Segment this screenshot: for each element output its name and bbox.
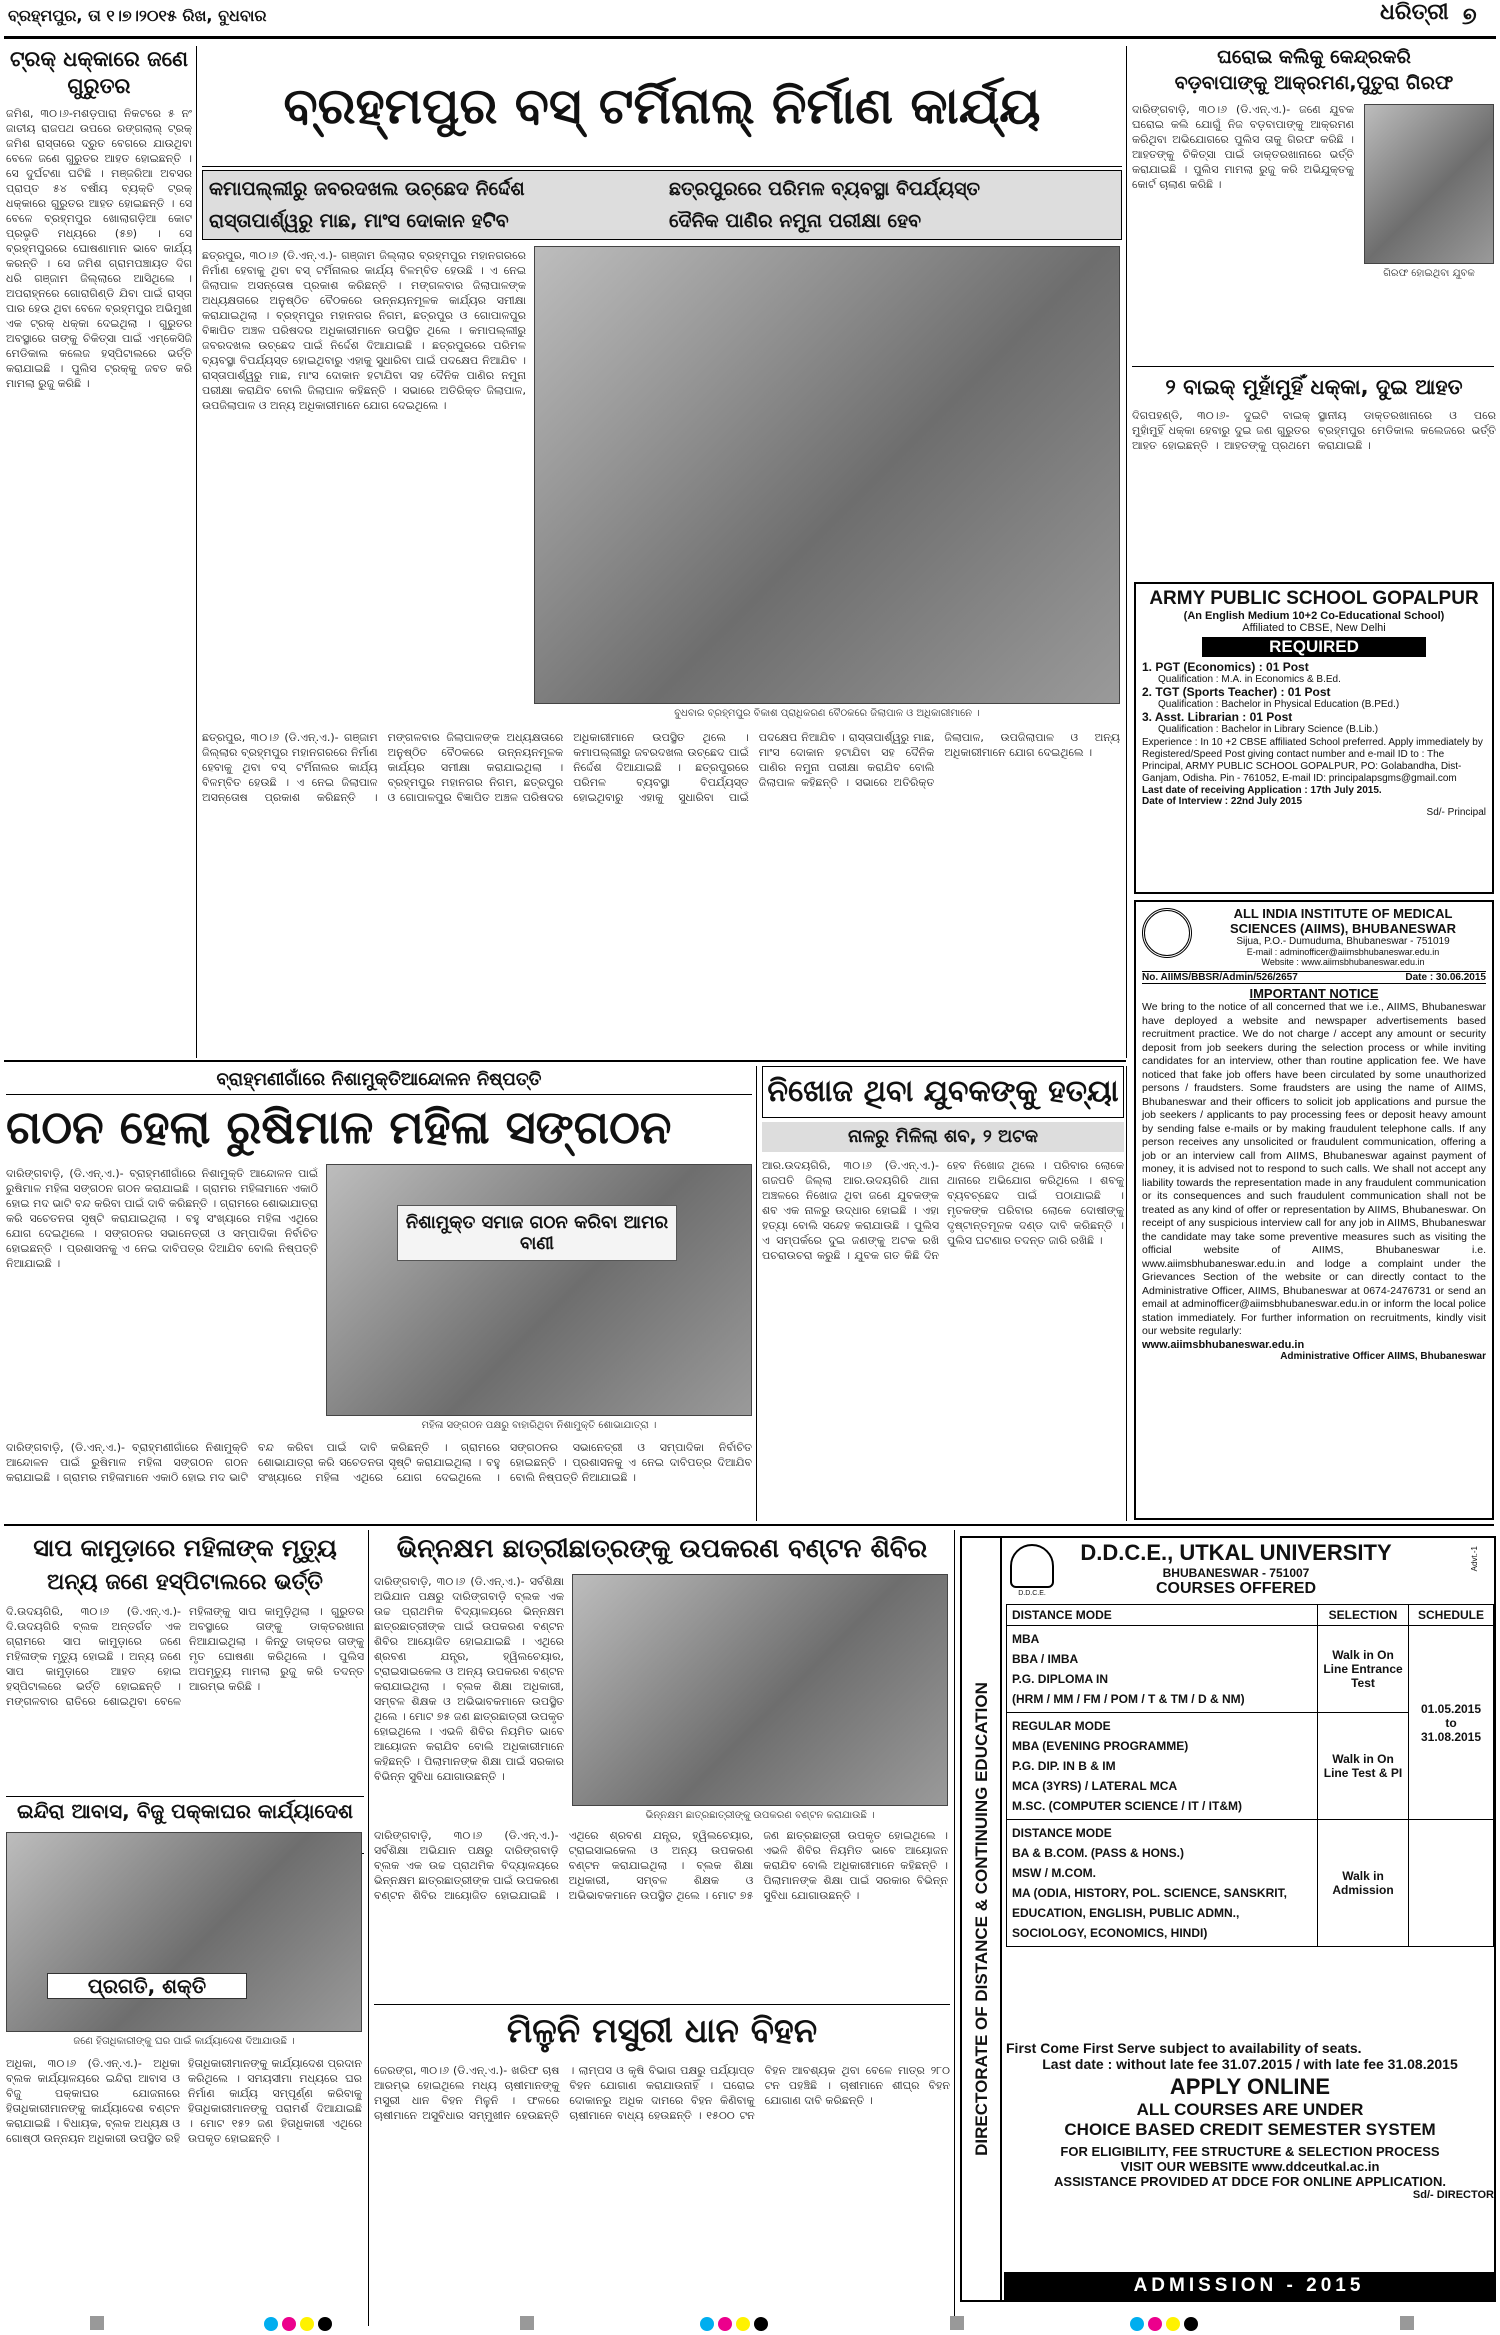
murder-body: ଆର.ଉଦୟଗିରି, ୩୦।୬ (ଡି.ଏନ୍.ଏ.)- ଗଜପତି ଜିଲ୍ଲା ଆର.ଉଦୟଗିରି ଥାନା ଅଞ୍ଚଳରେ ନିଖୋଜ ଥିବା ଜଣେ ଯୁବକଙ୍କ ଶବ ଏକ ନାଳରୁ ଉଦ୍ଧାର ହୋଇଛି । ଏହା ହତ୍ୟା ବୋଲି ସନ୍ଦେହ କରାଯାଉଛି । ପୁଲିସ ଏ ସମ୍ପର୍କରେ ଦୁଇ ଜଣଙ୍କୁ ଅଟକ ରଖି ପଚରାଉଚରା କରୁଛି । ଯୁବକ ଗତ କିଛି ଦିନ ହେବ ନିଖୋଜ ଥିଲେ । ପରିବାର ଲୋକେ ଥାନାରେ ଅଭିଯୋଗ କରିଥିଲେ । ଶବକୁ ବ୍ୟବଚ୍ଛେଦ ପାଇଁ ପଠାଯାଇଛି । ମୃତକଙ୍କ ପରିବାର ଲୋକେ ଦୋଷୀଙ୍କୁ ଦୃଷ୍ଟାନ୍ତମୂଳକ ଦଣ୍ଡ ଦାବି କରିଛନ୍ତି । ପୁଲିସ ଘଟଣାର ତଦନ୍ତ ଜାରି ରଖିଛି । — [762, 1159, 1124, 1262]
lead-body-lower: ଛତ୍ରପୁର, ୩୦।୬ (ଡି.ଏନ୍.ଏ.)- ଗଞ୍ଜାମ ଜିଲ୍ଲାର ବ୍ରହ୍ମପୁର ମହାନଗରରେ ନିର୍ମାଣ ହେବାକୁ ଥିବା ବସ୍ ଟର୍ମିନାଲର କାର୍ଯ୍ୟ ବିଳମ୍ବିତ ହେଉଛି । ଏ ନେଇ ଜିଲାପାଳ ଅସନ୍ତୋଷ ପ୍ରକାଶ କରିଛନ୍ତି । ମଙ୍ଗଳବାର ଜିଲାପାଳଙ୍କ ଅଧ୍ୟକ୍ଷତାରେ ଅନୁଷ୍ଠିତ ବୈଠକରେ ଉନ୍ନୟନମୂଳକ କାର୍ଯ୍ୟର ସମୀକ୍ଷା କରାଯାଇଥିଲା । ବ୍ରହ୍ମପୁର ମହାନଗର ନିଗମ, ଛତ୍ରପୁର ଓ ଗୋପାଳପୁର ବିଜ୍ଞାପିତ ଅଞ୍ଚଳ ପରିଷଦର ଅଧିକାରୀମାନେ ଉପସ୍ଥିତ ଥିଲେ । କମାପଲ୍ଲୀରୁ ଜବରଦଖଲ ଉଚ୍ଛେଦ ପାଇଁ ନିର୍ଦ୍ଦେଶ ଦିଆଯାଇଛି । ଛତ୍ରପୁରରେ ପରିମଳ ବ୍ୟବସ୍ଥା ବିପର୍ଯ୍ୟସ୍ତ ହୋଇଥିବାରୁ ଏହାକୁ ସୁଧାରିବା ପାଇଁ ପଦକ୍ଷେପ ନିଆଯିବ । ରାସ୍ତାପାର୍ଶ୍ୱରୁ ମାଛ, ମାଂସ ଦୋକାନ ହଟାଯିବା ସହ ଦୈନିକ ପାଣିର ନମୁନା ପରୀକ୍ଷା କରାଯିବ ବୋଲି ଜିଲାପାଳ କହିଛନ୍ତି । ସଭାରେ ଅତିରିକ୍ତ ଜିଲାପାଳ, ଉପଜିଲାପାଳ ଓ ଅନ୍ୟ ଅଧିକାରୀମାନେ ଯୋଗ ଦେଇଥିଲେ । — [202, 731, 1120, 804]
lead-headline: ବ୍ରହ୍ମପୁର ବସ୍ ଟର୍ମିନାଲ୍ ନିର୍ମାଣ କାର୍ଯ୍ୟ — [202, 46, 1122, 167]
ddce-table-wrap — [1006, 1604, 1494, 1947]
color-dots — [264, 2316, 336, 2335]
ddce-course-table — [1006, 1604, 1494, 1947]
disabled-photo — [572, 1574, 948, 1806]
left-story-headline: ଟ୍ରକ୍ ଧକ୍କାରେ ଜଣେ ଗୁରୁତର — [9, 47, 188, 98]
column-rule — [368, 1530, 369, 2326]
ddce-logo-text: D.D.C.E. — [1018, 1590, 1046, 1597]
housing-photo-caption: ଜଣେ ହିତାଧିକାରୀଙ୍କୁ ଘର ପାଇଁ କାର୍ଯ୍ୟାଦେଶ ଦିଆଯାଉଛି । — [73, 2036, 295, 2047]
ddce-course: MBA (EVENING PROGRAMME) — [1012, 1739, 1189, 1753]
ddce-course: MCA (3YRS) / LATERAL MCA — [1012, 1779, 1178, 1793]
masthead-rule — [4, 36, 1496, 39]
snake-story — [6, 1530, 364, 1790]
section-rule — [4, 1060, 1126, 1062]
lead-photo — [534, 246, 1120, 704]
murder-subhead: ନାଳରୁ ମିଳିଲା ଶବ, ୨ ଅଟକ — [762, 1122, 1124, 1152]
women-banner: ନିଶାମୁକ୍ତ ସମାଜ ଗଠନ କରିବା ଆମର ବାଣୀ — [397, 1205, 677, 1261]
housing-body: ଅଧିକା, ୩୦।୬ (ଡି.ଏନ୍.ଏ.)- ଅଧିକା ବ୍ଲକ କାର୍ଯ୍ୟାଳୟରେ ଇନ୍ଦିରା ଆବାସ ଓ ବିଜୁ ପକ୍କାଘର ଯୋଜନାରେ ହିତାଧିକାରୀମାନଙ୍କୁ କାର୍ଯ୍ୟାଦେଶ ବଣ୍ଟନ କରାଯାଇଛି । ବିଧାୟକ, ବ୍ଲକ ଅଧ୍ୟକ୍ଷ ଓ ଗୋଷ୍ଠୀ ଉନ୍ନୟନ ଅଧିକାରୀ ଉପସ୍ଥିତ ରହି ହିତାଧିକାରୀମାନଙ୍କୁ କାର୍ଯ୍ୟାଦେଶ ପ୍ରଦାନ କରିଥିଲେ । ସମୟସୀମା ମଧ୍ୟରେ ଘର ନିର୍ମାଣ କାର୍ଯ୍ୟ ସମ୍ପୂର୍ଣ୍ଣ କରିବାକୁ ହିତାଧିକାରୀମାନଙ୍କୁ ପରାମର୍ଶ ଦିଆଯାଇଛି । ମୋଟ ୧୫୨ ଜଣ ହିତାଧିକାରୀ ଏଥିରେ ଉପକୃତ ହୋଇଛନ୍ତି । — [6, 2057, 362, 2145]
color-dots — [1130, 2316, 1202, 2335]
reg-dot-black — [1184, 2317, 1198, 2331]
women-body-continued: ଦାରିଙ୍ଗବାଡ଼ି, (ଡି.ଏନ୍.ଏ.)- ବ୍ରାହ୍ମଣୀଗାଁରେ ନିଶାମୁକ୍ତି ଆନ୍ଦୋଳନ ପାଇଁ ରୁଷିମାଳ ମହିଳା ସଙ୍ଗଠନ ଗଠନ କରାଯାଇଛି । ଗ୍ରାମର ମହିଳାମାନେ ଏକାଠି ହୋଇ ମଦ ଭାଟି ବନ୍ଦ କରିବା ପାଇଁ ଦାବି କରିଛନ୍ତି । ଗ୍ରାମରେ ଶୋଭାଯାତ୍ରା କରି ସଚେତନତା ସୃଷ୍ଟି କରାଯାଇଥିଲା । ବହୁ ସଂଖ୍ୟାରେ ମହିଳା ଏଥିରେ ଯୋଗ ଦେଇଥିଲେ । ସଙ୍ଗଠନର ସଭାନେତ୍ରୀ ଓ ସମ୍ପାଦିକା ନିର୍ବାଚିତ ହୋଇଛନ୍ତି । ପ୍ରଶାସନକୁ ଏ ନେଇ ଦାବିପତ୍ର ଦିଆଯିବ ବୋଲି ନିଷ୍ପତ୍ତି ନିଆଯାଇଛି । — [6, 1441, 752, 1484]
ddce-admission-banner: ADMISSION - 2015 — [1004, 2272, 1494, 2300]
paper-name: ଧରିତ୍ରୀ — [1380, 0, 1449, 25]
army-ad-sign: Sd/- Principal — [1426, 807, 1486, 818]
ddce-schedule: 01.05.2015 to 31.08.2015 — [1409, 1626, 1494, 1820]
column-rule — [1126, 46, 1127, 1058]
ddce-course: BBA / IMBA — [1012, 1652, 1079, 1666]
housing-photo — [6, 1832, 362, 2032]
disabled-story — [374, 1530, 950, 2000]
disabled-headline: ଭିନ୍ନକ୍ଷମ ଛାତ୍ରୀଛାତ୍ରଙ୍କୁ ଉପକରଣ ବଣ୍ଟନ ଶିବିର — [396, 1534, 928, 1564]
snake-headline-2: ଅନ୍ୟ ଜଣେ ହସ୍ପିଟାଲରେ ଭର୍ତ୍ତି — [47, 1570, 323, 1595]
reg-dot-magenta — [718, 2317, 732, 2331]
ddce-first-come: First Come First Serve subject to availability of seats. — [1006, 2040, 1362, 2056]
dateline: ବ୍ରହ୍ମପୁର, ତା ୧।୭।୨୦୧୫ ରିଖ, ବୁଧବାର — [8, 6, 267, 25]
aiims-ref-no: No. AIIMS/BBSR/Admin/526/2657 — [1142, 972, 1298, 983]
ddce-last-date: Last date : without late fee 31.07.2015 / with late fee 31.08.2015 — [1042, 2056, 1458, 2072]
lead-bullet-3: ରାସ୍ତାପାର୍ଶ୍ୱରୁ ମାଛ, ମାଂସ ଦୋକାନ ହଟିବ — [209, 210, 509, 232]
army-ad-subtitle: (An English Medium 10+2 Co-Educational School) — [1183, 610, 1445, 622]
snake-headline-1: ସାପ କାମୁଡ଼ାରେ ମହିଳାଙ୍କ ମୃତ୍ୟୁ — [33, 1534, 337, 1562]
column-rule — [756, 1066, 757, 1521]
ddce-mode1-selection: Walk in On Line Entrance Test — [1318, 1626, 1409, 1713]
army-ad-post: 2. TGT (Sports Teacher) : 01 Post — [1142, 685, 1331, 699]
army-ad-post: 3. Asst. Librarian : 01 Post — [1142, 710, 1293, 724]
ddce-mode3-courses — [1007, 1820, 1318, 1947]
army-ad-qualification: Qualification : Bachelor in Library Science (B.Lib.) — [1158, 724, 1379, 735]
army-ad-title: ARMY PUBLIC SCHOOL GOPALPUR — [1149, 588, 1479, 609]
lead-bullet-4: ଦୈନିକ ପାଣିର ନମୁନା ପରୀକ୍ଷା ହେବ — [669, 210, 922, 232]
aiims-notice-website: www.aiimsbhubaneswar.edu.in — [1142, 1338, 1305, 1351]
reg-dot-cyan — [700, 2317, 714, 2331]
women-photo-caption: ମହିଳା ସଙ୍ଗଠନ ପକ୍ଷରୁ ବାହାରିଥିବା ନିଶାମୁକ୍ତି ଶୋଭାଯାତ୍ରା । — [421, 1420, 657, 1431]
ddce-city: BHUBANESWAR - 751007 — [1162, 1566, 1310, 1580]
army-ad-qualification: Qualification : M.A. in Economics & B.Ed. — [1158, 674, 1341, 685]
kidnap-photo — [1364, 104, 1494, 264]
gray-bar — [520, 2316, 534, 2330]
section-rule — [1132, 366, 1494, 367]
reg-dot-black — [318, 2317, 332, 2331]
paddy-headline: ମିଳୁନି ମସୁରୀ ଧାନ ବିହନ — [374, 2004, 950, 2057]
army-ad-qualification: Qualification : Bachelor in Physical Education (B.PEd.) — [1158, 699, 1400, 710]
ddce-col-mode: DISTANCE MODE — [1007, 1605, 1318, 1626]
army-ad-interview: Date of Interview : 22nd July 2015 — [1142, 796, 1303, 807]
ddce-course: MBA — [1012, 1632, 1040, 1646]
ddce-cbcs-1: ALL COURSES ARE UNDER — [1136, 2100, 1364, 2119]
housing-photo-sign: ପ୍ରଗତି, ଶକ୍ତି — [47, 1973, 247, 1999]
ddce-apply: APPLY ONLINE — [1169, 2074, 1331, 2099]
women-kicker: ବ୍ରାହ୍ମଣୀଗାଁରେ ନିଶାମୁକ୍ତିଆନ୍ଦୋଳନ ନିଷ୍ପତ୍ତି — [6, 1066, 752, 1095]
lead-story — [202, 46, 1122, 1056]
lead-body-upper: ଛତ୍ରପୁର, ୩୦।୬ (ଡି.ଏନ୍.ଏ.)- ଗଞ୍ଜାମ ଜିଲ୍ଲାର ବ୍ରହ୍ମପୁର ମହାନଗରରେ ନିର୍ମାଣ ହେବାକୁ ଥିବା ବସ୍ ଟର୍ମିନାଲର କାର୍ଯ୍ୟ ବିଳମ୍ବିତ ହେଉଛି । ଏ ନେଇ ଜିଲାପାଳ ଅସନ୍ତୋଷ ପ୍ରକାଶ କରିଛନ୍ତି । ମଙ୍ଗଳବାର ଜିଲାପାଳଙ୍କ ଅଧ୍ୟକ୍ଷତାରେ ଅନୁଷ୍ଠିତ ବୈଠକରେ ଉନ୍ନୟନମୂଳକ କାର୍ଯ୍ୟର ସମୀକ୍ଷା କରାଯାଇଥିଲା । ବ୍ରହ୍ମପୁର ମହାନଗର ନିଗମ, ଛତ୍ରପୁର ଓ ଗୋପାଳପୁର ବିଜ୍ଞାପିତ ଅଞ୍ଚଳ ପରିଷଦର ଅଧିକାରୀମାନେ ଉପସ୍ଥିତ ଥିଲେ । କମାପଲ୍ଲୀରୁ ଜବରଦଖଲ ଉଚ୍ଛେଦ ପାଇଁ ନିର୍ଦ୍ଦେଶ ଦିଆଯାଇଛି । ଛତ୍ରପୁରରେ ପରିମଳ ବ୍ୟବସ୍ଥା ବିପର୍ଯ୍ୟସ୍ତ ହୋଇଥିବାରୁ ଏହାକୁ ସୁଧାରିବା ପାଇଁ ପଦକ୍ଷେପ ନିଆଯିବ । ରାସ୍ତାପାର୍ଶ୍ୱରୁ ମାଛ, ମାଂସ ଦୋକାନ ହଟାଯିବା ସହ ଦୈନିକ ପାଣିର ନମୁନା ପରୀକ୍ଷା କରାଯିବ ବୋଲି ଜିଲାପାଳ କହିଛନ୍ତି । ସଭାରେ ଅତିରିକ୍ତ ଜିଲାପାଳ, ଉପଜିଲାପାଳ ଓ ଅନ୍ୟ ଅଧିକାରୀମାନେ ଯୋଗ ଦେଇଥିଲେ । — [202, 249, 526, 412]
army-ad-post: 1. PGT (Economics) : 01 Post — [1142, 660, 1309, 674]
aiims-email: E-mail : adminofficer@aiimsbhubaneswar.edu.in — [1246, 947, 1440, 957]
ddce-course: (HRM / MM / FM / POM / T & TM / D & NM) — [1012, 1692, 1245, 1706]
disabled-body-lower: ଦାରିଙ୍ଗବାଡ଼ି, ୩୦।୬ (ଡି.ଏନ୍.ଏ.)- ସର୍ବଶିକ୍ଷା ଅଭିଯାନ ପକ୍ଷରୁ ଦାରିଙ୍ଗବାଡ଼ି ବ୍ଲକ ଏକ ଉଚ୍ଚ ପ୍ରାଥମିକ ବିଦ୍ୟାଳୟରେ ଭିନ୍ନକ୍ଷମ ଛାତ୍ରଛାତ୍ରୀଙ୍କ ପାଇଁ ଉପକରଣ ବଣ୍ଟନ ଶିବିର ଆୟୋଜିତ ହୋଇଯାଇଛି । ଏଥିରେ ଶ୍ରବଣ ଯନ୍ତ୍ର, ହ୍ୱିଲଚେୟାର, ଟ୍ରାଇସାଇକେଲ ଓ ଅନ୍ୟ ଉପକରଣ ବଣ୍ଟନ କରାଯାଇଥିଲା । ବ୍ଲକ ଶିକ୍ଷା ଅଧିକାରୀ, ସମ୍ବଳ ଶିକ୍ଷକ ଓ ଅଭିଭାବକମାନେ ଉପସ୍ଥିତ ଥିଲେ । ମୋଟ ୭୫ ଜଣ ଛାତ୍ରଛାତ୍ରୀ ଉପକୃତ ହୋଇଥିଲେ । ଏଭଳି ଶିବିର ନିୟମିତ ଭାବେ ଆୟୋଜନ କରାଯିବ ବୋଲି ଅଧିକାରୀମାନେ କହିଛନ୍ତି । ପିଲାମାନଙ୍କ ଶିକ୍ଷା ପାଇଁ ସରକାର ବିଭିନ୍ନ ସୁବିଧା ଯୋଗାଉଛନ୍ତି । — [374, 1829, 948, 1902]
masthead — [0, 0, 1500, 34]
ddce-courses-offered: COURSES OFFERED — [1155, 1580, 1316, 1597]
reg-dot-cyan — [1130, 2317, 1144, 2331]
kidnap-headline-1: ଘରୋଇ କଲିକୁ କେନ୍ଦ୍ରକରି — [1217, 46, 1411, 68]
ddce-empty-cell — [1409, 1820, 1494, 1947]
reg-dot-yellow — [736, 2317, 750, 2331]
ddce-cbcs-2: CHOICE BASED CREDIT SEMESTER SYSTEM — [1064, 2120, 1436, 2139]
bike-body: ଦିଗପହଣ୍ଡି, ୩୦।୬- ଦୁଇଟି ବାଇକ୍ ମୁହାଁମୁହିଁ ଧକ୍କା ହେବାରୁ ଦୁଇ ଜଣ ଗୁରୁତର ଆହତ ହୋଇଛନ୍ତି । ଆହତଙ୍କୁ ପ୍ରଥମେ ସ୍ଥାନୀୟ ଡାକ୍ତରଖାନାରେ ଓ ପରେ ବ୍ରହ୍ମପୁର ମେଡିକାଲ କଲେଜରେ ଭର୍ତ୍ତି କରାଯାଇଛି । — [1132, 409, 1496, 452]
registration-marks — [0, 2312, 1500, 2334]
paddy-body: ଜେରଙ୍ଗ, ୩୦।୬ (ଡି.ଏନ୍.ଏ.)- ଖରିଫ ଚାଷ ଆରମ୍ଭ ହୋଇଥିଲେ ମଧ୍ୟ ଚାଷୀମାନଙ୍କୁ ମସୁରୀ ଧାନ ବିହନ ମିଳୁନି । ଫଳରେ ଚାଷୀମାନେ ଅସୁବିଧାର ସମ୍ମୁଖୀନ ହେଉଛନ୍ତି । ଲାମ୍ପସ ଓ କୃଷି ବିଭାଗ ପକ୍ଷରୁ ପର୍ଯ୍ୟାପ୍ତ ବିହନ ଯୋଗାଣ କରାଯାଉନାହିଁ । ଘରୋଇ ଦୋକାନରୁ ଅଧିକ ଦାମରେ ବିହନ କିଣିବାକୁ ଚାଷୀମାନେ ବାଧ୍ୟ ହେଉଛନ୍ତି । ୧୫୦୦ ଟନ ବିହନ ଆବଶ୍ୟକ ଥିବା ବେଳେ ମାତ୍ର ୨୮୦ ଟନ ପହଞ୍ଚିଛି । ଚାଷୀମାନେ ଶୀଘ୍ର ବିହନ ଯୋଗାଣ ଦାବି କରିଛନ୍ତି । — [374, 2064, 950, 2122]
ddce-course: P.G. DIPLOMA IN — [1012, 1672, 1109, 1686]
bike-story — [1132, 372, 1496, 577]
ddce-mode2-courses — [1007, 1713, 1318, 1820]
ddce-mode2-title: REGULAR MODE — [1012, 1719, 1111, 1733]
ddce-col-schedule: SCHEDULE — [1409, 1605, 1494, 1626]
murder-story — [762, 1066, 1124, 1521]
aiims-sign: Administrative Officer AIIMS, Bhubaneswar — [1280, 1350, 1486, 1362]
disabled-photo-caption: ଭିନ୍ନକ୍ଷମ ଛାତ୍ରଛାତ୍ରୀଙ୍କୁ ଉପକରଣ ବଣ୍ଟନ କରାଯାଉଛି । — [645, 1810, 875, 1821]
lead-bullet-2: ଛତ୍ରପୁରରେ ପରିମଳ ବ୍ୟବସ୍ଥା ବିପର୍ଯ୍ୟସ୍ତ — [669, 178, 981, 200]
kidnap-photo-caption: ଗିରଫ ହୋଇଥିବା ଯୁବକ — [1383, 268, 1475, 279]
ddce-mode1-courses — [1007, 1626, 1318, 1713]
section-rule — [4, 1524, 1494, 1526]
ddce-course: MSW / M.COM. — [1012, 1866, 1096, 1880]
murder-headline: ନିଖୋଜ ଥିବା ଯୁବକଙ୍କୁ ହତ୍ୟା — [762, 1066, 1124, 1118]
women-headline: ଗଠନ ହେଲା ରୁଷିମାଳ ମହିଳା ସଙ୍ଗଠନ — [6, 1100, 672, 1154]
ddce-mode2-selection: Walk in On Line Test & PI — [1318, 1713, 1409, 1820]
ddce-header — [1006, 1540, 1466, 1598]
gray-bar — [90, 2316, 104, 2330]
aiims-ad — [1134, 900, 1494, 1520]
aiims-title: ALL INDIA INSTITUTE OF MEDICAL SCIENCES (AIIMS), BHUBANESWAR — [1229, 906, 1457, 936]
disabled-body-left: ଦାରିଙ୍ଗବାଡ଼ି, ୩୦।୬ (ଡି.ଏନ୍.ଏ.)- ସର୍ବଶିକ୍ଷା ଅଭିଯାନ ପକ୍ଷରୁ ଦାରିଙ୍ଗବାଡ଼ି ବ୍ଲକ ଏକ ଉଚ୍ଚ ପ୍ରାଥମିକ ବିଦ୍ୟାଳୟରେ ଭିନ୍ନକ୍ଷମ ଛାତ୍ରଛାତ୍ରୀଙ୍କ ପାଇଁ ଉପକରଣ ବଣ୍ଟନ ଶିବିର ଆୟୋଜିତ ହୋଇଯାଇଛି । ଏଥିରେ ଶ୍ରବଣ ଯନ୍ତ୍ର, ହ୍ୱିଲଚେୟାର, ଟ୍ରାଇସାଇକେଲ ଓ ଅନ୍ୟ ଉପକରଣ ବଣ୍ଟନ କରାଯାଇଥିଲା । ବ୍ଲକ ଶିକ୍ଷା ଅଧିକାରୀ, ସମ୍ବଳ ଶିକ୍ଷକ ଓ ଅଭିଭାବକମାନେ ଉପସ୍ଥିତ ଥିଲେ । ମୋଟ ୭୫ ଜଣ ଛାତ୍ରଛାତ୍ରୀ ଉପକୃତ ହୋଇଥିଲେ । ଏଭଳି ଶିବିର ନିୟମିତ ଭାବେ ଆୟୋଜନ କରାଯିବ ବୋଲି ଅଧିକାରୀମାନେ କହିଛନ୍ତି । ପିଲାମାନଙ୍କ ଶିକ୍ଷା ପାଇଁ ସରକାର ବିଭିନ୍ନ ସୁବିଧା ଯୋଗାଉଛନ୍ତି । — [374, 1575, 564, 1783]
ddce-title: D.D.C.E., UTKAL UNIVERSITY — [1080, 1540, 1392, 1565]
page-number: ୭ — [1462, 2, 1477, 30]
reg-dot-cyan — [264, 2317, 278, 2331]
women-body: ଦାରିଙ୍ଗବାଡ଼ି, (ଡି.ଏନ୍.ଏ.)- ବ୍ରାହ୍ମଣୀଗାଁରେ ନିଶାମୁକ୍ତି ଆନ୍ଦୋଳନ ପାଇଁ ରୁଷିମାଳ ମହିଳା ସଙ୍ଗଠନ ଗଠନ କରାଯାଇଛି । ଗ୍ରାମର ମହିଳାମାନେ ଏକାଠି ହୋଇ ମଦ ଭାଟି ବନ୍ଦ କରିବା ପାଇଁ ଦାବି କରିଛନ୍ତି । ଗ୍ରାମରେ ଶୋଭାଯାତ୍ରା କରି ସଚେତନତା ସୃଷ୍ଟି କରାଯାଇଥିଲା । ବହୁ ସଂଖ୍ୟାରେ ମହିଳା ଏଥିରେ ଯୋଗ ଦେଇଥିଲେ । ସଙ୍ଗଠନର ସଭାନେତ୍ରୀ ଓ ସମ୍ପାଦିକା ନିର୍ବାଚିତ ହୋଇଛନ୍ତି । ପ୍ରଶାସନକୁ ଏ ନେଇ ଦାବିପତ୍ର ଦିଆଯିବ ବୋଲି ନିଷ୍ପତ୍ତି ନିଆଯାଇଛି । — [6, 1167, 318, 1270]
column-rule — [1126, 1066, 1127, 1521]
column-rule — [196, 46, 197, 1058]
kidnap-headline-2: ବଡ଼ବାପାଙ୍କୁ ଆକ୍ରମଣ,ପୁତୁରା ଗିରଫ — [1174, 72, 1454, 94]
snake-body: ଦି.ଉଦୟଗିରି, ୩୦।୬ (ଡି.ଏନ୍.ଏ.)- ଦି.ଉଦୟଗିରି ବ୍ଲକ ଅନ୍ତର୍ଗତ ଏକ ଗ୍ରାମରେ ସାପ କାମୁଡ଼ାରେ ଜଣେ ମହିଳାଙ୍କ ମୃତ୍ୟୁ ହୋଇଛି । ଅନ୍ୟ ଜଣେ ସାପ କାମୁଡ଼ାରେ ଆହତ ହୋଇ ହସ୍ପିଟାଲରେ ଭର୍ତ୍ତି ହୋଇଛନ୍ତି । ମଙ୍ଗଳବାର ରାତିରେ ଶୋଇଥିବା ବେଳେ ମହିଳାଙ୍କୁ ସାପ କାମୁଡ଼ିଥିଲା । ଗୁରୁତର ଅବସ୍ଥାରେ ତାଙ୍କୁ ଡାକ୍ତରଖାନା ନିଆଯାଇଥିଲା । କିନ୍ତୁ ଡାକ୍ତର ତାଙ୍କୁ ମୃତ ଘୋଷଣା କରିଥିଲେ । ପୁଲିସ ଅପମୃତ୍ୟୁ ମାମଲା ରୁଜୁ କରି ତଦନ୍ତ ଆରମ୍ଭ କରିଛି । — [6, 1605, 364, 1708]
lead-bullet-1: କମାପଲ୍ଲୀରୁ ଜବରଦଖଲ ଉଚ୍ଛେଦ ନିର୍ଦ୍ଦେଶ — [209, 178, 525, 200]
army-school-ad — [1134, 582, 1494, 894]
aiims-date: Date : 30.06.2015 — [1405, 972, 1486, 983]
army-ad-affiliation: Affiliated to CBSE, New Delhi — [1242, 622, 1386, 634]
ddce-side-text: DIRECTORATE OF DISTANCE & CONTINUING EDUCATION — [972, 1682, 991, 2156]
reg-dot-black — [754, 2317, 768, 2331]
column-rule — [954, 1530, 955, 2326]
left-story — [6, 46, 192, 1058]
gray-bar — [1400, 2316, 1414, 2330]
ddce-ad — [960, 1536, 1496, 2302]
lead-bullets — [202, 170, 1122, 240]
army-ad-last-date: Last date of receiving Application : 17th July 2015. — [1142, 785, 1382, 796]
left-story-body: ଜମିଶ, ୩୦।୬-ମଶଡ଼ପାରା ନିକଟରେ ୫ ନଂ ଜାତୀୟ ରାଜପଥ ଉପରେ ରଙ୍ଗଲାଲ୍ ଟ୍ରକ୍ ଜମିଶ ରାସ୍ତାରେ ଦ୍ରୁତ ବେଗରେ ଯାଉଥିବା ବେଳେ ଜଣେ ଗୁରୁତର ଆହତ ହୋଇଛନ୍ତି । ସେ ଦୁର୍ଘଟଣା ଘଟିଛି । ମଞ୍ଜରିଆ ଅବସର ପ୍ରାପ୍ତ ୫୪ ବର୍ଷୀୟ ବ୍ୟକ୍ତି ଟ୍ରକ୍ ଧକ୍କାରେ ଗୁରୁତର ଆହତ ହୋଇଛନ୍ତି । ସେ ବେଳେ ବ୍ରହ୍ମପୁର ଖୋଲାଗଡ଼ିଆ କୋଟ ପ୍ରଭୃତି ମଧ୍ୟରେ (୫୭) । ସେ ବ୍ରହ୍ମପୁରରେ ଘୋଷଣାମାନ ଭାବେ କାର୍ଯ୍ୟ କରନ୍ତି । ସେ ଜମିଶ ଗ୍ରାମପଞ୍ଚାୟତ ଦିଗ ଧରି ଗଞ୍ଜାମ ଜିଲ୍ଲାରେ ଆସିଥିଲେ । ଅପରାହ୍ନରେ ଗୋରାଗିଣ୍ଡି ଯିବା ପାଇଁ ରାସ୍ତା ପାର ହେଉ ଥିବା ବେଳେ ବ୍ରହ୍ମପୁର ଅଭିମୁଖୀ ଏକ ଟ୍ରକ୍ ଧକ୍କା ଦେଇଥିଲା । ଗୁରୁତର ଅବସ୍ଥାରେ ତାଙ୍କୁ ଚିକିତ୍ସା ପାଇଁ ଏମ୍କେସିଜି ମେଡିକାଲ କଲେଜ ହସ୍ପିଟାଲରେ ଭର୍ତ୍ତି କରାଯାଇଛି । ପୁଲିସ ଟ୍ରକ୍‌କୁ ଜବତ କରି ମାମଲା ରୁଜୁ କରିଛି । — [6, 107, 192, 390]
ddce-footer — [1006, 2040, 1494, 2201]
color-dots — [700, 2316, 772, 2335]
ddce-course: MA (ODIA, HISTORY, POL. SCIENCE, SANSKRIT, EDUCATION, ENGLISH, PUBLIC ADMN., SOCIOLOGY, ECONOMICS, HINDI) — [1012, 1886, 1287, 1940]
gray-bar — [950, 2316, 964, 2330]
housing-story — [6, 1796, 364, 2326]
ddce-course: M.SC. (COMPUTER SCIENCE / IT / IT&M) — [1012, 1799, 1242, 1813]
aiims-notice-body: We bring to the notice of all concerned that we i.e., AIIMS, Bhubaneswar have deployed a website and newspaper advertisements based recruitment practice. We do not charge / accept any amount or security deposit from job seekers during the selection process or while inviting candidates for an interview, other than routine application fee. We have noticed that fake job offers have been circulated by some unauthorized persons / fraudsters. Some fraudsters are using the name of AIIMS, Bhubaneswar and their officers to solicit job applications and pursue the job seekers / applicants to pay processing fees or deposit heavy amount by sending false e-mails or by making fraudulent telephone calls. If any person receives any unsolicited or fraudulent communication, offering a job or an interview call from AIIMS, Bhubaneswar against payment of money, it is advised not to respond to such calls. We shall not accept any liability towards the representation made in any fraudulent communication or its consequences and such fraudulent communication shall not be treated as any kind of offer or representation by AIIMS, Bhubaneswar. On receipt of any suspicious interview call for any job in AIIMS, Bhubaneswar the candidate may take some preventive measures such as visiting the official website of AIIMS, Bhubaneswar i.e. www.aiimsbhubaneswar.edu.in and lodge a complaint under the Grievances Section of the website or can directly contact to the Administrative Officer, AIIMS, Bhubaneswar at 0674-2476731 or send an email at adminofficer@aiimsbhubaneswar.edu.in or inform the local police station immediately. For further information on recruitments, kindly visit our website regularly: — [1142, 1001, 1486, 1337]
ddce-course: BA & B.COM. (PASS & HONS.) — [1012, 1846, 1185, 1860]
ddce-mode3-selection: Walk in Admission — [1318, 1820, 1409, 1947]
ddce-side-band — [962, 1538, 1002, 2300]
bike-headline: ୨ ବାଇକ୍ ମୁହାଁମୁହିଁ ଧକ୍କା, ଦୁଇ ଆହତ — [1165, 375, 1463, 399]
ddce-assistance: ASSISTANCE PROVIDED AT DDCE FOR ONLINE APPLICATION. — [1054, 2174, 1446, 2189]
ddce-col-selection: SELECTION — [1318, 1605, 1409, 1626]
ddce-visit: VISIT OUR WEBSITE www.ddceutkal.ac.in — [1120, 2159, 1380, 2174]
ddce-advt: Advt.-1 — [1470, 1546, 1479, 1572]
aiims-logo — [1142, 908, 1192, 958]
reg-dot-magenta — [282, 2317, 296, 2331]
lead-photo-caption: ବୁଧବାର ବ୍ରହ୍ମପୁର ବିକାଶ ପ୍ରାଧିକରଣ ବୈଠକରେ ଜିଲାପାଳ ଓ ଅଧିକାରୀମାନେ । — [674, 708, 980, 719]
army-ad-footer: Experience : In 10 +2 CBSE affiliated School preferred. Apply immediately by Registered/Speed Post giving contact number and e-mail ID to : The Principal, ARMY PUBLIC SCHOOL GOPALPUR, PO: Golabandha, Dist-Ganjam, Odisha. Pin - 761052, E-mail ID: principalapsgms@gmail.com — [1142, 737, 1483, 784]
women-story — [6, 1066, 752, 1436]
ddce-course: P.G. DIP. IN B & IM — [1012, 1759, 1116, 1773]
reg-dot-yellow — [1166, 2317, 1180, 2331]
housing-headline: ଇନ୍ଦିରା ଆବାସ, ବିଜୁ ପକ୍କାଘର କାର୍ଯ୍ୟାଦେଶ — [6, 1796, 364, 1854]
ddce-eligibility: FOR ELIGIBILITY, FEE STRUCTURE & SELECTION PROCESS — [1060, 2144, 1440, 2159]
ddce-sign: Sd/- DIRECTOR — [1412, 2189, 1494, 2201]
kidnap-body: ଦାରିଙ୍ଗବାଡ଼ି, ୩୦।୬ (ଡି.ଏନ୍.ଏ.)- ଜଣେ ଯୁବକ ଘରୋଇ କଲି ଯୋଗୁଁ ନିଜ ବଡ଼ବାପାଙ୍କୁ ଆକ୍ରମଣ କରିଥିବା ଅଭିଯୋଗରେ ପୁଲିସ ତାକୁ ଗିରଫ କରିଛି । ଆହତଙ୍କୁ ଚିକିତ୍ସା ପାଇଁ ଡାକ୍ତରଖାନାରେ ଭର୍ତ୍ତି କରାଯାଇଛି । ପୁଲିସ ମାମଲା ରୁଜୁ କରି ଅଭିଯୁକ୍ତକୁ କୋର୍ଟ ଚାଲାଣ କରିଛି । — [1132, 103, 1354, 191]
reg-dot-yellow — [300, 2317, 314, 2331]
ddce-mode3-title: DISTANCE MODE — [1012, 1826, 1112, 1840]
kidnap-story — [1132, 44, 1496, 364]
paddy-story — [374, 2004, 950, 2326]
aiims-website: Website : www.aiimsbhubaneswar.edu.in — [1261, 957, 1425, 967]
army-ad-required: REQUIRED — [1202, 637, 1426, 657]
reg-dot-magenta — [1148, 2317, 1162, 2331]
women-photo — [326, 1164, 752, 1416]
aiims-address: Sijua, P.O.- Dumuduma, Bhubaneswar - 751019 — [1236, 936, 1450, 947]
aiims-notice-title: IMPORTANT NOTICE — [1249, 986, 1379, 1001]
